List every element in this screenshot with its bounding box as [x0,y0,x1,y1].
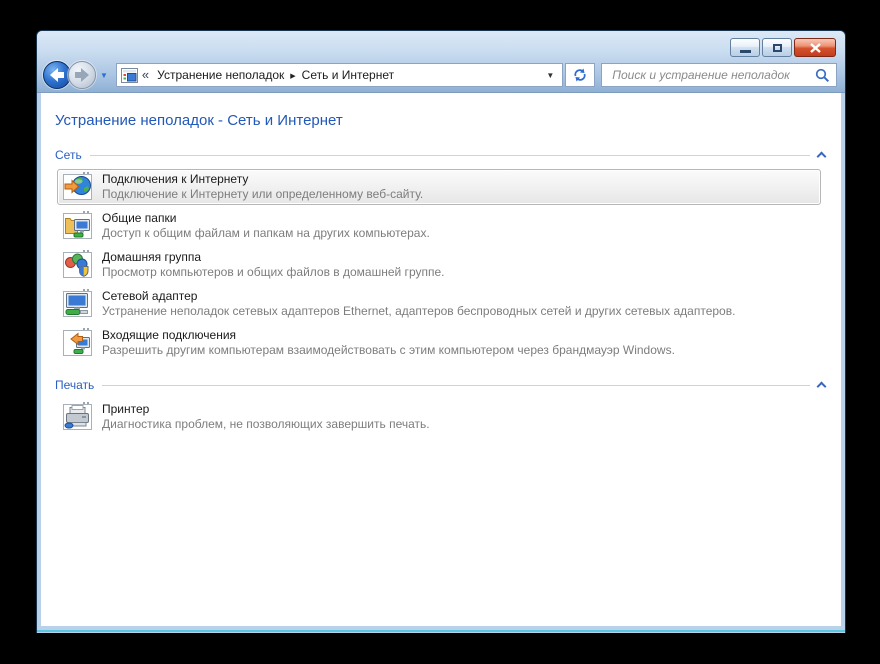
minimize-button[interactable] [730,38,760,57]
incoming-connections-icon [62,327,94,359]
item-description: Просмотр компьютеров и общих файлов в домашней группе. [102,265,445,279]
item-title: Сетевой адаптер [102,289,198,303]
maximize-icon [773,44,782,52]
section-header-print [55,377,827,393]
forward-arrow-icon [73,67,91,83]
item-description: Устранение неполадок сетевых адаптеров Ethernet, адаптеров беспроводных сетей и других сетевых адаптеров. [102,304,736,318]
internet-connection-icon [62,171,94,203]
window-bottom-frame [37,626,845,632]
homegroup-icon [62,249,94,281]
item-description: Подключение к Интернету или определенному веб-сайту. [102,187,424,201]
control-panel-icon [121,68,138,83]
item-title: Домашняя группа [102,250,202,264]
search-icon[interactable] [815,68,830,83]
printer-icon [62,401,94,433]
item-printer[interactable] [57,399,821,435]
refresh-icon [572,67,588,83]
item-description: Диагностика проблем, не позволяющих завершить печать. [102,417,430,431]
content-area [41,93,841,626]
recent-pages-dropdown[interactable]: ▼ [100,71,108,80]
page-title: Устранение неполадок - Сеть и Интернет [55,112,343,129]
breadcrumb-overflow-chevron[interactable]: « [141,66,150,82]
print-items [57,399,821,435]
back-button[interactable] [43,61,71,89]
maximize-button[interactable] [762,38,792,57]
window-chrome [37,31,845,93]
titlebar[interactable] [37,31,845,62]
window-controls [730,38,836,57]
item-description: Разрешить другим компьютерам взаимодействовать с этим компьютером через брандмауэр Windows. [102,343,675,357]
collapse-section-icon[interactable] [817,152,827,162]
item-title: Подключения к Интернету [102,172,249,186]
section-label: Печать [55,378,95,392]
item-title: Принтер [102,402,150,416]
item-network-adapter[interactable] [57,286,821,322]
minimize-icon [740,50,751,53]
section-label: Сеть [55,148,82,162]
navigation-toolbar [37,62,845,92]
item-title: Входящие подключения [102,328,237,342]
search-box [601,63,837,87]
item-shared-folders[interactable] [57,208,821,244]
troubleshooting-window [36,30,846,633]
collapse-section-icon[interactable] [817,382,827,392]
breadcrumb-item-troubleshooting[interactable]: Устранение неполадок [157,68,285,82]
forward-button[interactable] [68,61,96,89]
section-rule [102,385,810,386]
breadcrumb-item-network-internet[interactable]: Сеть и Интернет [301,68,395,82]
item-internet-connections[interactable] [57,169,821,205]
back-arrow-icon [48,67,66,83]
item-description: Доступ к общим файлам и папкам на других компьютерах. [102,226,430,240]
breadcrumb-separator-icon: ▶ [290,72,296,80]
close-icon [810,43,821,53]
section-rule [90,155,810,156]
address-bar[interactable] [116,63,563,87]
item-title: Общие папки [102,211,177,225]
network-items [57,169,821,361]
address-dropdown-icon[interactable]: ▼ [546,70,555,80]
network-adapter-icon [62,288,94,320]
section-header-network [55,147,827,163]
refresh-button[interactable] [565,63,595,87]
shared-folders-icon [62,210,94,242]
item-incoming-connections[interactable] [57,325,821,361]
search-input[interactable] [610,67,815,83]
item-homegroup[interactable] [57,247,821,283]
close-button[interactable] [794,38,836,57]
